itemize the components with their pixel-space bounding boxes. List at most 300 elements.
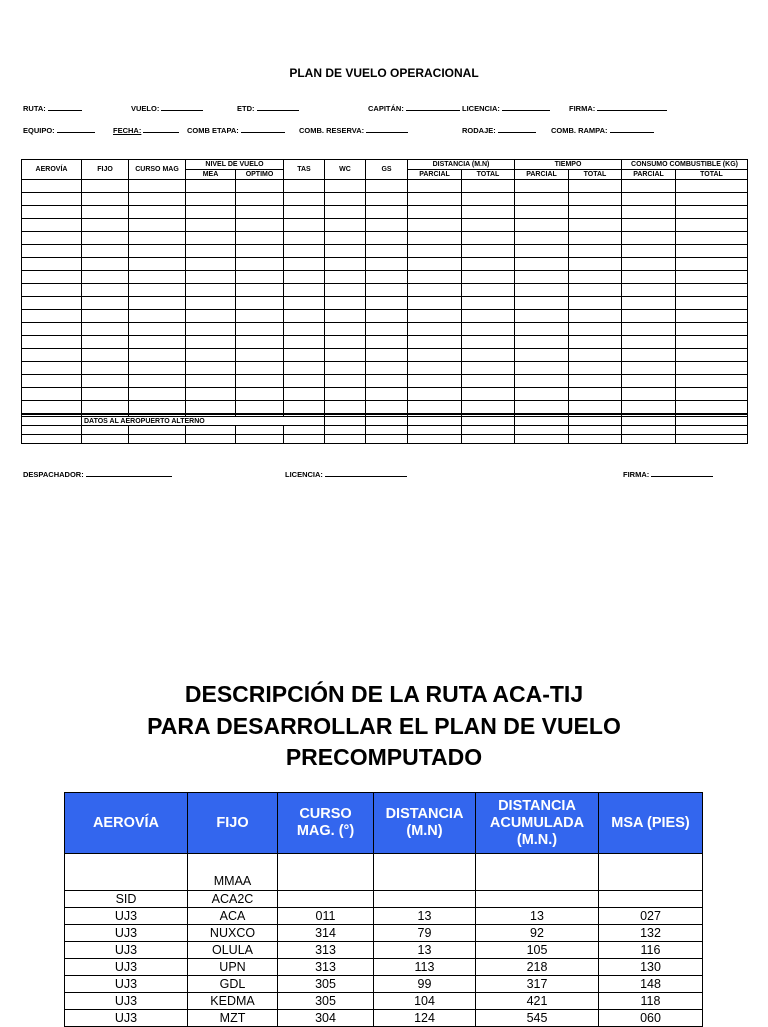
table-cell[interactable] <box>408 245 462 258</box>
table-cell[interactable] <box>408 336 462 349</box>
table-cell[interactable] <box>515 401 569 415</box>
table-cell[interactable] <box>462 219 515 232</box>
route-cell <box>374 854 476 891</box>
table-cell[interactable] <box>22 245 82 258</box>
table-cell[interactable] <box>236 401 284 415</box>
table-row[interactable] <box>22 193 748 206</box>
table-cell[interactable] <box>325 206 366 219</box>
route-cell: MMAA <box>188 854 278 891</box>
table-cell[interactable] <box>186 258 236 271</box>
table-cell[interactable] <box>82 310 129 323</box>
table-cell[interactable] <box>129 206 186 219</box>
table-cell[interactable] <box>82 388 129 401</box>
table-cell[interactable] <box>366 180 408 193</box>
table-cell[interactable] <box>22 297 82 310</box>
table-cell[interactable] <box>569 232 622 245</box>
table-cell[interactable] <box>569 323 622 336</box>
table-cell[interactable] <box>236 180 284 193</box>
table-cell[interactable] <box>569 401 622 415</box>
table-cell[interactable] <box>284 258 325 271</box>
table-cell[interactable] <box>186 232 236 245</box>
fecha-field[interactable] <box>113 125 179 135</box>
table-cell[interactable] <box>129 180 186 193</box>
table-cell[interactable] <box>622 349 676 362</box>
table-cell[interactable] <box>82 401 129 415</box>
table-cell[interactable] <box>676 258 748 271</box>
table-cell[interactable] <box>129 310 186 323</box>
table-cell[interactable] <box>622 297 676 310</box>
table-cell[interactable] <box>622 206 676 219</box>
table-cell[interactable] <box>676 271 748 284</box>
table-row[interactable] <box>22 245 748 258</box>
table-cell[interactable] <box>82 245 129 258</box>
table-cell[interactable] <box>325 284 366 297</box>
table-cell[interactable] <box>515 388 569 401</box>
comb-reserva-field[interactable] <box>299 125 408 135</box>
table-cell[interactable] <box>82 219 129 232</box>
table-cell[interactable] <box>515 362 569 375</box>
route-cell: UJ3 <box>65 925 188 942</box>
table-cell[interactable] <box>325 245 366 258</box>
table-cell[interactable] <box>82 206 129 219</box>
table-cell[interactable] <box>186 219 236 232</box>
table-cell[interactable] <box>82 336 129 349</box>
table-cell[interactable] <box>366 258 408 271</box>
table-cell[interactable] <box>676 375 748 388</box>
table-cell[interactable] <box>366 349 408 362</box>
table-cell[interactable] <box>622 271 676 284</box>
table-cell[interactable] <box>366 336 408 349</box>
table-row[interactable] <box>22 232 748 245</box>
table-row[interactable] <box>22 258 748 271</box>
table-cell[interactable] <box>325 349 366 362</box>
table-cell[interactable] <box>129 401 186 415</box>
table-cell[interactable] <box>622 336 676 349</box>
route-row <box>65 942 703 959</box>
table-cell[interactable] <box>236 284 284 297</box>
table-cell[interactable] <box>515 349 569 362</box>
table-cell[interactable] <box>22 193 82 206</box>
table-cell[interactable] <box>284 401 325 415</box>
table-cell[interactable] <box>236 271 284 284</box>
table-cell[interactable] <box>284 349 325 362</box>
table-cell[interactable] <box>186 362 236 375</box>
table-cell[interactable] <box>284 219 325 232</box>
table-cell[interactable] <box>408 388 462 401</box>
table-cell[interactable] <box>186 375 236 388</box>
table-cell[interactable] <box>22 349 82 362</box>
table-cell[interactable] <box>515 323 569 336</box>
table-cell[interactable] <box>82 362 129 375</box>
vuelo-field[interactable] <box>131 103 203 113</box>
footer-licencia-field[interactable] <box>285 469 407 479</box>
table-cell[interactable] <box>462 245 515 258</box>
table-cell[interactable] <box>408 362 462 375</box>
table-cell[interactable] <box>462 232 515 245</box>
table-cell[interactable] <box>366 310 408 323</box>
table-cell[interactable] <box>462 310 515 323</box>
table-cell[interactable] <box>462 375 515 388</box>
table-cell[interactable] <box>622 245 676 258</box>
table-cell[interactable] <box>22 258 82 271</box>
table-cell[interactable] <box>129 271 186 284</box>
table-cell[interactable] <box>82 323 129 336</box>
table-cell[interactable] <box>366 284 408 297</box>
table-cell[interactable] <box>366 401 408 415</box>
table-cell[interactable] <box>236 232 284 245</box>
table-row[interactable] <box>22 297 748 310</box>
table-cell[interactable] <box>236 336 284 349</box>
table-cell[interactable] <box>569 258 622 271</box>
table-row[interactable] <box>22 362 748 375</box>
table-cell[interactable] <box>236 388 284 401</box>
capitan-field[interactable] <box>368 103 460 113</box>
ruta-field[interactable] <box>23 103 82 113</box>
table-cell[interactable] <box>462 349 515 362</box>
table-cell[interactable] <box>676 180 748 193</box>
table-cell[interactable] <box>569 297 622 310</box>
table-cell[interactable] <box>82 258 129 271</box>
table-cell[interactable] <box>22 336 82 349</box>
table-cell[interactable] <box>622 323 676 336</box>
table-cell[interactable] <box>325 401 366 415</box>
table-cell[interactable] <box>236 349 284 362</box>
table-cell[interactable] <box>22 323 82 336</box>
table-cell[interactable] <box>462 388 515 401</box>
table-cell[interactable] <box>325 362 366 375</box>
table-cell[interactable] <box>676 232 748 245</box>
table-cell[interactable] <box>408 310 462 323</box>
table-cell[interactable] <box>82 297 129 310</box>
col-tiempo-parcial: PARCIAL <box>515 170 569 180</box>
table-cell[interactable] <box>676 245 748 258</box>
table-cell[interactable] <box>569 245 622 258</box>
table-cell[interactable] <box>366 297 408 310</box>
table-cell[interactable] <box>325 310 366 323</box>
table-cell[interactable] <box>408 193 462 206</box>
table-cell[interactable] <box>284 232 325 245</box>
table-cell[interactable] <box>569 193 622 206</box>
table-cell[interactable] <box>622 193 676 206</box>
table-cell[interactable] <box>284 388 325 401</box>
table-cell[interactable] <box>284 180 325 193</box>
route-cell: 13 <box>374 908 476 925</box>
table-cell[interactable] <box>284 375 325 388</box>
table-cell[interactable] <box>325 388 366 401</box>
table-cell[interactable] <box>515 297 569 310</box>
table-cell[interactable] <box>676 297 748 310</box>
table-cell[interactable] <box>236 219 284 232</box>
table-cell[interactable] <box>408 232 462 245</box>
table-cell[interactable] <box>462 271 515 284</box>
table-cell[interactable] <box>284 271 325 284</box>
table-cell[interactable] <box>284 310 325 323</box>
table-cell[interactable] <box>325 375 366 388</box>
equipo-field[interactable] <box>23 125 95 135</box>
table-cell[interactable] <box>569 206 622 219</box>
table-row[interactable] <box>22 435 748 444</box>
table-cell[interactable] <box>284 297 325 310</box>
table-cell[interactable] <box>622 388 676 401</box>
table-cell[interactable] <box>622 232 676 245</box>
table-cell[interactable] <box>186 284 236 297</box>
table-cell[interactable] <box>129 323 186 336</box>
table-cell[interactable] <box>82 375 129 388</box>
table-cell[interactable] <box>569 336 622 349</box>
table-cell[interactable] <box>515 375 569 388</box>
table-cell[interactable] <box>129 297 186 310</box>
table-cell[interactable] <box>129 375 186 388</box>
table-cell[interactable] <box>569 284 622 297</box>
table-cell[interactable] <box>515 284 569 297</box>
table-cell[interactable] <box>462 323 515 336</box>
table-cell[interactable] <box>366 271 408 284</box>
table-cell[interactable] <box>462 206 515 219</box>
table-cell[interactable] <box>408 401 462 415</box>
table-cell[interactable] <box>462 336 515 349</box>
table-cell[interactable] <box>676 206 748 219</box>
licencia-field[interactable] <box>462 103 550 113</box>
table-cell[interactable] <box>325 180 366 193</box>
col-tas: TAS <box>284 160 325 180</box>
table-cell[interactable] <box>325 323 366 336</box>
table-cell[interactable] <box>622 362 676 375</box>
table-cell[interactable] <box>569 180 622 193</box>
table-cell[interactable] <box>676 336 748 349</box>
table-cell[interactable] <box>325 336 366 349</box>
rodaje-field[interactable] <box>462 125 536 135</box>
table-cell[interactable] <box>129 258 186 271</box>
table-cell[interactable] <box>186 245 236 258</box>
table-cell[interactable] <box>236 258 284 271</box>
table-cell[interactable] <box>366 193 408 206</box>
table-cell[interactable] <box>366 362 408 375</box>
table-row[interactable] <box>22 375 748 388</box>
route-row <box>65 908 703 925</box>
table-cell[interactable] <box>622 375 676 388</box>
table-row[interactable] <box>22 180 748 193</box>
table-cell[interactable] <box>284 284 325 297</box>
table-row[interactable] <box>22 206 748 219</box>
table-cell[interactable] <box>129 193 186 206</box>
table-cell[interactable] <box>515 271 569 284</box>
table-cell[interactable] <box>408 375 462 388</box>
table-cell[interactable] <box>462 180 515 193</box>
table-cell[interactable] <box>22 180 82 193</box>
table-cell[interactable] <box>515 206 569 219</box>
table-cell[interactable] <box>622 310 676 323</box>
comb-etapa-field[interactable] <box>187 125 285 135</box>
table-cell[interactable] <box>284 323 325 336</box>
table-cell[interactable] <box>186 206 236 219</box>
table-cell[interactable] <box>408 206 462 219</box>
table-cell[interactable] <box>622 180 676 193</box>
table-row[interactable] <box>22 349 748 362</box>
table-cell[interactable] <box>569 271 622 284</box>
table-cell[interactable] <box>366 219 408 232</box>
etd-field[interactable] <box>237 103 299 113</box>
table-cell[interactable] <box>676 219 748 232</box>
table-cell[interactable] <box>366 375 408 388</box>
table-cell[interactable] <box>676 193 748 206</box>
table-cell[interactable] <box>325 219 366 232</box>
table-cell[interactable] <box>622 401 676 415</box>
table-cell[interactable] <box>676 310 748 323</box>
route-cell <box>278 854 374 891</box>
table-row[interactable] <box>22 388 748 401</box>
route-row <box>65 976 703 993</box>
table-cell[interactable] <box>129 362 186 375</box>
table-cell[interactable] <box>408 349 462 362</box>
table-cell[interactable] <box>676 362 748 375</box>
table-cell[interactable] <box>515 258 569 271</box>
table-cell[interactable] <box>408 258 462 271</box>
table-cell[interactable] <box>366 206 408 219</box>
table-cell[interactable] <box>129 388 186 401</box>
table-cell[interactable] <box>236 245 284 258</box>
table-cell[interactable] <box>676 388 748 401</box>
table-cell[interactable] <box>462 258 515 271</box>
table-row[interactable] <box>22 323 748 336</box>
table-row[interactable] <box>22 336 748 349</box>
table-cell[interactable] <box>515 245 569 258</box>
table-cell[interactable] <box>129 232 186 245</box>
table-row[interactable] <box>22 401 748 415</box>
table-cell[interactable] <box>22 284 82 297</box>
table-cell[interactable] <box>366 245 408 258</box>
col-consumo-total: TOTAL <box>676 170 748 180</box>
table-cell[interactable] <box>462 362 515 375</box>
route-cell: 113 <box>374 959 476 976</box>
table-cell[interactable] <box>622 219 676 232</box>
table-cell[interactable] <box>129 245 186 258</box>
table-cell[interactable] <box>186 336 236 349</box>
table-cell[interactable] <box>22 388 82 401</box>
table-cell[interactable] <box>569 310 622 323</box>
table-cell[interactable] <box>236 206 284 219</box>
table-cell[interactable] <box>515 180 569 193</box>
table-cell[interactable] <box>129 219 186 232</box>
table-cell[interactable] <box>186 388 236 401</box>
table-cell[interactable] <box>284 206 325 219</box>
table-cell[interactable] <box>676 401 748 415</box>
table-cell[interactable] <box>408 219 462 232</box>
table-cell[interactable] <box>22 206 82 219</box>
table-cell[interactable] <box>515 310 569 323</box>
table-cell[interactable] <box>408 323 462 336</box>
table-cell[interactable] <box>129 284 186 297</box>
table-cell[interactable] <box>676 349 748 362</box>
table-cell[interactable] <box>236 375 284 388</box>
table-cell[interactable] <box>22 375 82 388</box>
table-cell[interactable] <box>366 323 408 336</box>
table-cell[interactable] <box>186 297 236 310</box>
table-cell[interactable] <box>236 193 284 206</box>
footer-firma-field[interactable] <box>623 469 713 479</box>
table-cell[interactable] <box>82 180 129 193</box>
table-cell[interactable] <box>186 310 236 323</box>
table-cell[interactable] <box>408 284 462 297</box>
table-cell[interactable] <box>284 336 325 349</box>
table-cell[interactable] <box>82 271 129 284</box>
table-cell[interactable] <box>515 336 569 349</box>
table-cell[interactable] <box>22 271 82 284</box>
table-cell[interactable] <box>284 362 325 375</box>
table-row[interactable] <box>22 284 748 297</box>
firma-field[interactable] <box>569 103 667 113</box>
table-cell[interactable] <box>22 401 82 415</box>
table-row[interactable] <box>22 219 748 232</box>
table-cell[interactable] <box>569 219 622 232</box>
table-cell[interactable] <box>186 401 236 415</box>
table-cell[interactable] <box>22 219 82 232</box>
table-cell[interactable] <box>236 323 284 336</box>
table-cell[interactable] <box>515 193 569 206</box>
table-cell[interactable] <box>408 271 462 284</box>
route-cell <box>476 854 599 891</box>
table-cell[interactable] <box>186 271 236 284</box>
table-cell[interactable] <box>325 297 366 310</box>
table-cell[interactable] <box>82 193 129 206</box>
table-cell[interactable] <box>82 284 129 297</box>
table-cell[interactable] <box>129 349 186 362</box>
table-cell[interactable] <box>325 258 366 271</box>
table-cell[interactable] <box>569 349 622 362</box>
table-row[interactable] <box>22 310 748 323</box>
table-cell[interactable] <box>325 232 366 245</box>
table-cell[interactable] <box>325 271 366 284</box>
table-cell[interactable] <box>676 284 748 297</box>
table-cell[interactable] <box>676 323 748 336</box>
table-row[interactable] <box>22 426 748 435</box>
table-cell[interactable] <box>622 284 676 297</box>
table-cell[interactable] <box>569 388 622 401</box>
table-cell[interactable] <box>186 193 236 206</box>
table-cell[interactable] <box>569 362 622 375</box>
table-cell[interactable] <box>284 245 325 258</box>
table-cell[interactable] <box>325 193 366 206</box>
table-cell[interactable] <box>82 232 129 245</box>
table-cell[interactable] <box>366 232 408 245</box>
despachador-field[interactable] <box>23 469 172 479</box>
table-cell[interactable] <box>408 297 462 310</box>
table-cell[interactable] <box>22 310 82 323</box>
table-row[interactable] <box>22 271 748 284</box>
table-cell[interactable] <box>366 388 408 401</box>
table-cell[interactable] <box>408 180 462 193</box>
table-cell[interactable] <box>129 336 186 349</box>
table-cell[interactable] <box>236 362 284 375</box>
table-cell[interactable] <box>569 375 622 388</box>
table-cell[interactable] <box>22 362 82 375</box>
table-cell[interactable] <box>186 323 236 336</box>
table-cell[interactable] <box>22 232 82 245</box>
table-cell[interactable] <box>236 297 284 310</box>
table-cell[interactable] <box>236 310 284 323</box>
table-cell[interactable] <box>462 297 515 310</box>
table-cell[interactable] <box>186 180 236 193</box>
table-cell[interactable] <box>462 284 515 297</box>
table-cell[interactable] <box>284 193 325 206</box>
table-cell[interactable] <box>622 258 676 271</box>
table-cell[interactable] <box>515 219 569 232</box>
table-cell[interactable] <box>462 193 515 206</box>
comb-rampa-field[interactable] <box>551 125 654 135</box>
table-cell[interactable] <box>515 232 569 245</box>
table-cell[interactable] <box>186 349 236 362</box>
table-cell[interactable] <box>462 401 515 415</box>
table-cell[interactable] <box>82 349 129 362</box>
